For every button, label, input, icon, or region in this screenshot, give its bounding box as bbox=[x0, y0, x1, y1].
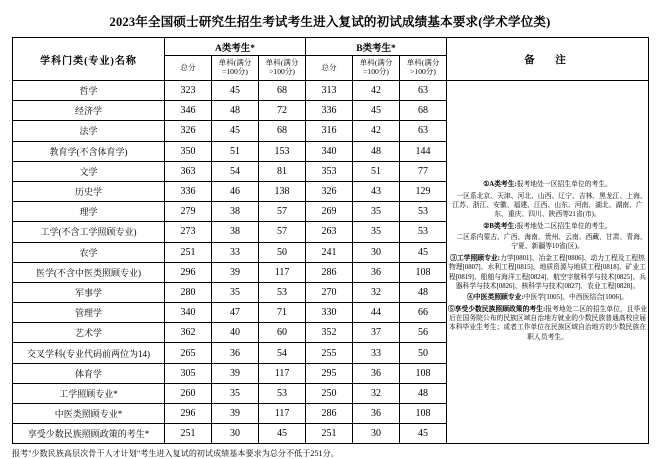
table-body bbox=[13, 81, 649, 444]
row-a-s1: 51 bbox=[212, 141, 259, 161]
row-a-s1: 30 bbox=[212, 424, 259, 444]
row-subject: 理学 bbox=[13, 202, 165, 222]
row-a-s2: 81 bbox=[259, 161, 306, 181]
row-b-s1: 51 bbox=[353, 161, 400, 181]
row-a-total: 279 bbox=[165, 202, 212, 222]
row-subject: 医学(不含中医类照顾专业) bbox=[13, 262, 165, 282]
row-a-s1: 40 bbox=[212, 323, 259, 343]
row-a-s2: 54 bbox=[259, 343, 306, 363]
remark-item bbox=[447, 233, 648, 252]
row-a-s2: 57 bbox=[259, 222, 306, 242]
row-b-total: 255 bbox=[306, 343, 353, 363]
row-b-s2: 68 bbox=[400, 101, 447, 121]
remark-text: 二区系内蒙古、广西、海南、贵州、云南、西藏、甘肃、青海、宁夏、新疆等10省(区)。 bbox=[456, 234, 647, 251]
remark-item bbox=[447, 305, 648, 343]
row-b-s1: 30 bbox=[353, 242, 400, 262]
row-a-s2: 53 bbox=[259, 383, 306, 403]
remark-head: ⑤享受少数民族照顾政策的考生: bbox=[447, 305, 546, 313]
row-b-s1: 35 bbox=[353, 222, 400, 242]
row-b-s2: 45 bbox=[400, 242, 447, 262]
row-b-s2: 63 bbox=[400, 121, 447, 141]
row-b-total: 286 bbox=[306, 262, 353, 282]
remark-text: 一区系北京、天津、河北、山西、辽宁、吉林、黑龙江、上海、江苏、浙江、安徽、福建、江西、山东、河南、湖北、湖南、广东、重庆、四川、陕西等21省(市)。 bbox=[452, 192, 647, 219]
row-b-s1: 30 bbox=[353, 424, 400, 444]
row-b-s1: 37 bbox=[353, 323, 400, 343]
remark-head: ②B类考生: bbox=[483, 222, 517, 230]
row-a-total: 305 bbox=[165, 363, 212, 383]
row-a-total: 296 bbox=[165, 262, 212, 282]
row-b-s1: 32 bbox=[353, 282, 400, 302]
remark-text: 中医学[1005]、中西医结合[1006]。 bbox=[523, 294, 628, 302]
row-b-s1: 44 bbox=[353, 303, 400, 323]
row-b-s2: 66 bbox=[400, 303, 447, 323]
row-b-total: 286 bbox=[306, 404, 353, 424]
row-b-total: 330 bbox=[306, 303, 353, 323]
row-b-s1: 36 bbox=[353, 262, 400, 282]
remark-head: ④中医类照顾专业: bbox=[467, 294, 524, 302]
header-group-b: B类考生* bbox=[306, 38, 447, 56]
row-subject: 法学 bbox=[13, 121, 165, 141]
header-b-single-over100: 单科(满分>100分) bbox=[400, 56, 447, 81]
row-b-total: 295 bbox=[306, 363, 353, 383]
row-a-s2: 50 bbox=[259, 242, 306, 262]
row-a-s1: 33 bbox=[212, 242, 259, 262]
row-b-s2: 56 bbox=[400, 323, 447, 343]
row-b-s2: 53 bbox=[400, 202, 447, 222]
row-a-total: 296 bbox=[165, 404, 212, 424]
remark-head: ①A类考生: bbox=[483, 181, 517, 189]
row-a-s1: 48 bbox=[212, 101, 259, 121]
page-title: 2023年全国硕士研究生招生考试考生进入复试的初试成绩基本要求(学术学位类) bbox=[109, 15, 551, 29]
row-a-s1: 54 bbox=[212, 161, 259, 181]
row-a-s2: 72 bbox=[259, 101, 306, 121]
row-a-s2: 53 bbox=[259, 282, 306, 302]
row-b-total: 241 bbox=[306, 242, 353, 262]
row-a-s2: 71 bbox=[259, 303, 306, 323]
row-subject: 交叉学科(专业代码前两位为14) bbox=[13, 343, 165, 363]
row-b-s1: 42 bbox=[353, 81, 400, 101]
remark-text: 报考地处二区的招生单位，且毕业后在国务院公布的民族区域自治地方就业的少数民族普通高校应届本科毕业生考生；或者工作单位在民族区域自治地方的少数民族在职人员考生。 bbox=[448, 305, 648, 341]
header-subject: 学科门类(专业)名称 bbox=[13, 38, 165, 81]
row-a-total: 350 bbox=[165, 141, 212, 161]
row-b-s2: 144 bbox=[400, 141, 447, 161]
row-a-s1: 47 bbox=[212, 303, 259, 323]
row-a-s1: 39 bbox=[212, 404, 259, 424]
row-b-s2: 108 bbox=[400, 404, 447, 424]
row-a-s1: 38 bbox=[212, 202, 259, 222]
remark-item bbox=[447, 180, 648, 189]
row-b-total: 316 bbox=[306, 121, 353, 141]
row-a-s1: 35 bbox=[212, 383, 259, 403]
row-subject: 享受少数民族照顾政策的考生* bbox=[13, 424, 165, 444]
row-b-total: 250 bbox=[306, 383, 353, 403]
row-b-s2: 108 bbox=[400, 363, 447, 383]
footnote: 报考"少数民族高层次骨干人才计划"考生进入复试的初试成绩基本要求为总分不低于251分。 bbox=[12, 449, 339, 459]
row-a-s2: 68 bbox=[259, 121, 306, 141]
header-remarks: 备 注 bbox=[447, 38, 649, 81]
header-b-total: 总分 bbox=[306, 56, 353, 81]
row-a-total: 251 bbox=[165, 242, 212, 262]
row-a-total: 265 bbox=[165, 343, 212, 363]
row-b-s2: 53 bbox=[400, 222, 447, 242]
header-a-single-over100: 单科(满分>100分) bbox=[259, 56, 306, 81]
row-subject: 农学 bbox=[13, 242, 165, 262]
header-b-single-100: 单科(满分=100分) bbox=[353, 56, 400, 81]
remark-item bbox=[447, 293, 648, 302]
remark-head: ③工学照顾专业: bbox=[450, 254, 500, 262]
row-subject: 工学照顾专业* bbox=[13, 383, 165, 403]
remark-text: 报考地处一区招生单位的考生。 bbox=[516, 181, 612, 189]
row-a-s1: 36 bbox=[212, 343, 259, 363]
row-b-s2: 48 bbox=[400, 282, 447, 302]
remark-text: 报考地处二区招生单位的考生。 bbox=[516, 222, 612, 230]
row-subject: 管理学 bbox=[13, 303, 165, 323]
row-b-total: 269 bbox=[306, 202, 353, 222]
row-subject: 哲学 bbox=[13, 81, 165, 101]
row-a-s1: 38 bbox=[212, 222, 259, 242]
row-b-s1: 35 bbox=[353, 202, 400, 222]
row-a-total: 346 bbox=[165, 101, 212, 121]
row-b-total: 340 bbox=[306, 141, 353, 161]
row-a-s2: 117 bbox=[259, 363, 306, 383]
row-a-total: 280 bbox=[165, 282, 212, 302]
remark-text: 力学[0801]、冶金工程[0806]、动力工程及工程热物理[0807]、水利工程[0815]、地质资源与地质工程[0818]、矿业工程[0819]、船舶与海洋工程[0824]、航空宇航科学与技术[0825]、兵器科学与技术[0826]、核科学与技术[0827]、农业工程[0828]。 bbox=[448, 254, 647, 290]
row-a-s2: 153 bbox=[259, 141, 306, 161]
header-a-single-100: 单科(满分=100分) bbox=[212, 56, 259, 81]
remark-item bbox=[447, 254, 648, 292]
row-b-s1: 42 bbox=[353, 121, 400, 141]
row-a-s2: 117 bbox=[259, 262, 306, 282]
row-a-s2: 57 bbox=[259, 202, 306, 222]
row-b-total: 251 bbox=[306, 424, 353, 444]
row-a-s1: 45 bbox=[212, 81, 259, 101]
row-a-s2: 138 bbox=[259, 181, 306, 201]
row-a-s2: 60 bbox=[259, 323, 306, 343]
row-a-s1: 35 bbox=[212, 282, 259, 302]
row-b-total: 263 bbox=[306, 222, 353, 242]
row-b-s2: 45 bbox=[400, 424, 447, 444]
row-a-total: 326 bbox=[165, 121, 212, 141]
row-b-total: 336 bbox=[306, 101, 353, 121]
row-b-total: 270 bbox=[306, 282, 353, 302]
row-subject: 体育学 bbox=[13, 363, 165, 383]
row-a-s1: 45 bbox=[212, 121, 259, 141]
row-b-s1: 36 bbox=[353, 404, 400, 424]
row-b-s1: 43 bbox=[353, 181, 400, 201]
row-a-total: 363 bbox=[165, 161, 212, 181]
row-b-total: 313 bbox=[306, 81, 353, 101]
row-b-s2: 50 bbox=[400, 343, 447, 363]
row-b-s2: 129 bbox=[400, 181, 447, 201]
row-subject: 教育学(不含体育学) bbox=[13, 141, 165, 161]
row-a-s1: 39 bbox=[212, 262, 259, 282]
row-subject: 中医类照顾专业* bbox=[13, 404, 165, 424]
row-a-s1: 39 bbox=[212, 363, 259, 383]
row-a-total: 323 bbox=[165, 81, 212, 101]
row-a-total: 260 bbox=[165, 383, 212, 403]
row-b-s1: 33 bbox=[353, 343, 400, 363]
row-b-total: 326 bbox=[306, 181, 353, 201]
row-subject: 文学 bbox=[13, 161, 165, 181]
row-subject: 艺术学 bbox=[13, 323, 165, 343]
row-a-total: 336 bbox=[165, 181, 212, 201]
header-group-a: A类考生* bbox=[165, 38, 306, 56]
row-a-total: 362 bbox=[165, 323, 212, 343]
row-a-s1: 46 bbox=[212, 181, 259, 201]
row-a-s2: 117 bbox=[259, 404, 306, 424]
row-b-total: 353 bbox=[306, 161, 353, 181]
row-subject: 历史学 bbox=[13, 181, 165, 201]
row-a-total: 273 bbox=[165, 222, 212, 242]
table-header-row-1 bbox=[13, 38, 649, 56]
table-row bbox=[13, 81, 649, 101]
score-requirements-table bbox=[12, 37, 649, 444]
row-b-s1: 45 bbox=[353, 101, 400, 121]
row-b-s2: 63 bbox=[400, 81, 447, 101]
row-a-total: 340 bbox=[165, 303, 212, 323]
row-b-total: 352 bbox=[306, 323, 353, 343]
row-b-s1: 48 bbox=[353, 141, 400, 161]
remark-item bbox=[447, 192, 648, 220]
row-a-total: 251 bbox=[165, 424, 212, 444]
remark-item bbox=[447, 222, 648, 231]
remarks-cell bbox=[447, 81, 649, 444]
row-subject: 工学(不含工学照顾专业) bbox=[13, 222, 165, 242]
row-a-s2: 45 bbox=[259, 424, 306, 444]
row-b-s2: 77 bbox=[400, 161, 447, 181]
row-b-s1: 36 bbox=[353, 363, 400, 383]
row-a-s2: 68 bbox=[259, 81, 306, 101]
row-b-s2: 108 bbox=[400, 262, 447, 282]
row-b-s2: 48 bbox=[400, 383, 447, 403]
row-subject: 军事学 bbox=[13, 282, 165, 302]
header-a-total: 总分 bbox=[165, 56, 212, 81]
row-b-s1: 32 bbox=[353, 383, 400, 403]
row-subject: 经济学 bbox=[13, 101, 165, 121]
